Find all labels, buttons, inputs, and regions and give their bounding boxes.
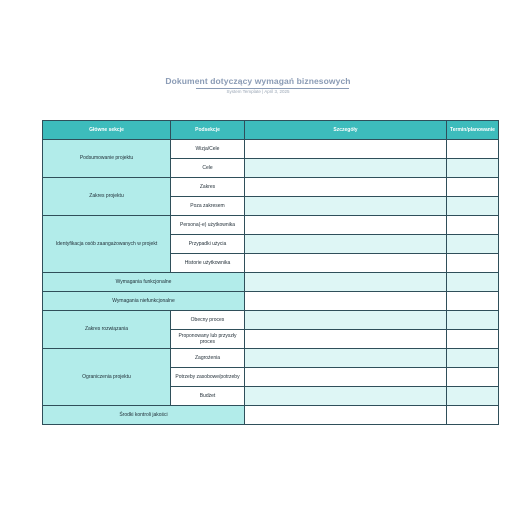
section-cell: Ograniczenia projektu bbox=[43, 349, 171, 406]
details-cell[interactable] bbox=[245, 406, 447, 425]
details-cell[interactable] bbox=[245, 216, 447, 235]
section-cell: Wymagania niefunkcjonalne bbox=[43, 292, 245, 311]
details-cell[interactable] bbox=[245, 330, 447, 349]
table-row bbox=[43, 273, 499, 292]
table-row bbox=[43, 311, 499, 330]
details-cell[interactable] bbox=[245, 311, 447, 330]
deadline-cell[interactable] bbox=[447, 311, 499, 330]
deadline-cell[interactable] bbox=[447, 178, 499, 197]
details-cell[interactable] bbox=[245, 159, 447, 178]
subsection-cell: Proponowany lub przyszły proces bbox=[171, 330, 245, 349]
subsection-cell: Zakres bbox=[171, 178, 245, 197]
details-cell[interactable] bbox=[245, 254, 447, 273]
deadline-cell[interactable] bbox=[447, 368, 499, 387]
table-row bbox=[43, 178, 499, 197]
subsection-cell: Budżet bbox=[171, 387, 245, 406]
subsection-cell: Wizja/Cele bbox=[171, 140, 245, 159]
table-row bbox=[43, 292, 499, 311]
requirements-table bbox=[42, 120, 499, 425]
section-cell: Zakres rozwiązania bbox=[43, 311, 171, 349]
table-row bbox=[43, 216, 499, 235]
details-cell[interactable] bbox=[245, 235, 447, 254]
subsection-cell: Historie użytkownika bbox=[171, 254, 245, 273]
header-details: Szczegóły bbox=[245, 121, 447, 140]
deadline-cell[interactable] bbox=[447, 406, 499, 425]
deadline-cell[interactable] bbox=[447, 216, 499, 235]
header-deadline: Termin/planowanie bbox=[447, 121, 499, 140]
table-row bbox=[43, 349, 499, 368]
deadline-cell[interactable] bbox=[447, 387, 499, 406]
details-cell[interactable] bbox=[245, 273, 447, 292]
deadline-cell[interactable] bbox=[447, 254, 499, 273]
deadline-cell[interactable] bbox=[447, 235, 499, 254]
deadline-cell[interactable] bbox=[447, 140, 499, 159]
deadline-cell[interactable] bbox=[447, 159, 499, 178]
table-row bbox=[43, 406, 499, 425]
deadline-cell[interactable] bbox=[447, 292, 499, 311]
table-header-row bbox=[43, 121, 499, 140]
document-subtitle: System Template | April 3, 2025 bbox=[226, 89, 290, 94]
section-cell: Środki kontroli jakości bbox=[43, 406, 245, 425]
section-cell: Identyfikacja osób zaangażowanych w projekt bbox=[43, 216, 171, 273]
section-cell: Zakres projektu bbox=[43, 178, 171, 216]
details-cell[interactable] bbox=[245, 140, 447, 159]
section-cell: Wymagania funkcjonalne bbox=[43, 273, 245, 292]
document-title: Dokument dotyczący wymagań biznesowych bbox=[165, 76, 351, 86]
subsection-cell: Potrzeby zasobowe/potrzeby bbox=[171, 368, 245, 387]
subsection-cell: Zagrożenia bbox=[171, 349, 245, 368]
subsection-cell: Poza zakresem bbox=[171, 197, 245, 216]
subsection-cell: Przypadki użycia bbox=[171, 235, 245, 254]
deadline-cell[interactable] bbox=[447, 197, 499, 216]
header-subsections: Podsekcje bbox=[171, 121, 245, 140]
deadline-cell[interactable] bbox=[447, 349, 499, 368]
details-cell[interactable] bbox=[245, 292, 447, 311]
deadline-cell[interactable] bbox=[447, 330, 499, 349]
details-cell[interactable] bbox=[245, 197, 447, 216]
details-cell[interactable] bbox=[245, 349, 447, 368]
subsection-cell: Obecny proces bbox=[171, 311, 245, 330]
subsection-cell: Persona(-e) użytkownika bbox=[171, 216, 245, 235]
header-main-sections: Główne sekcje bbox=[43, 121, 171, 140]
section-cell: Podsumowanie projektu bbox=[43, 140, 171, 178]
details-cell[interactable] bbox=[245, 368, 447, 387]
table-row bbox=[43, 140, 499, 159]
details-cell[interactable] bbox=[245, 387, 447, 406]
deadline-cell[interactable] bbox=[447, 273, 499, 292]
subsection-cell: Cele bbox=[171, 159, 245, 178]
details-cell[interactable] bbox=[245, 178, 447, 197]
